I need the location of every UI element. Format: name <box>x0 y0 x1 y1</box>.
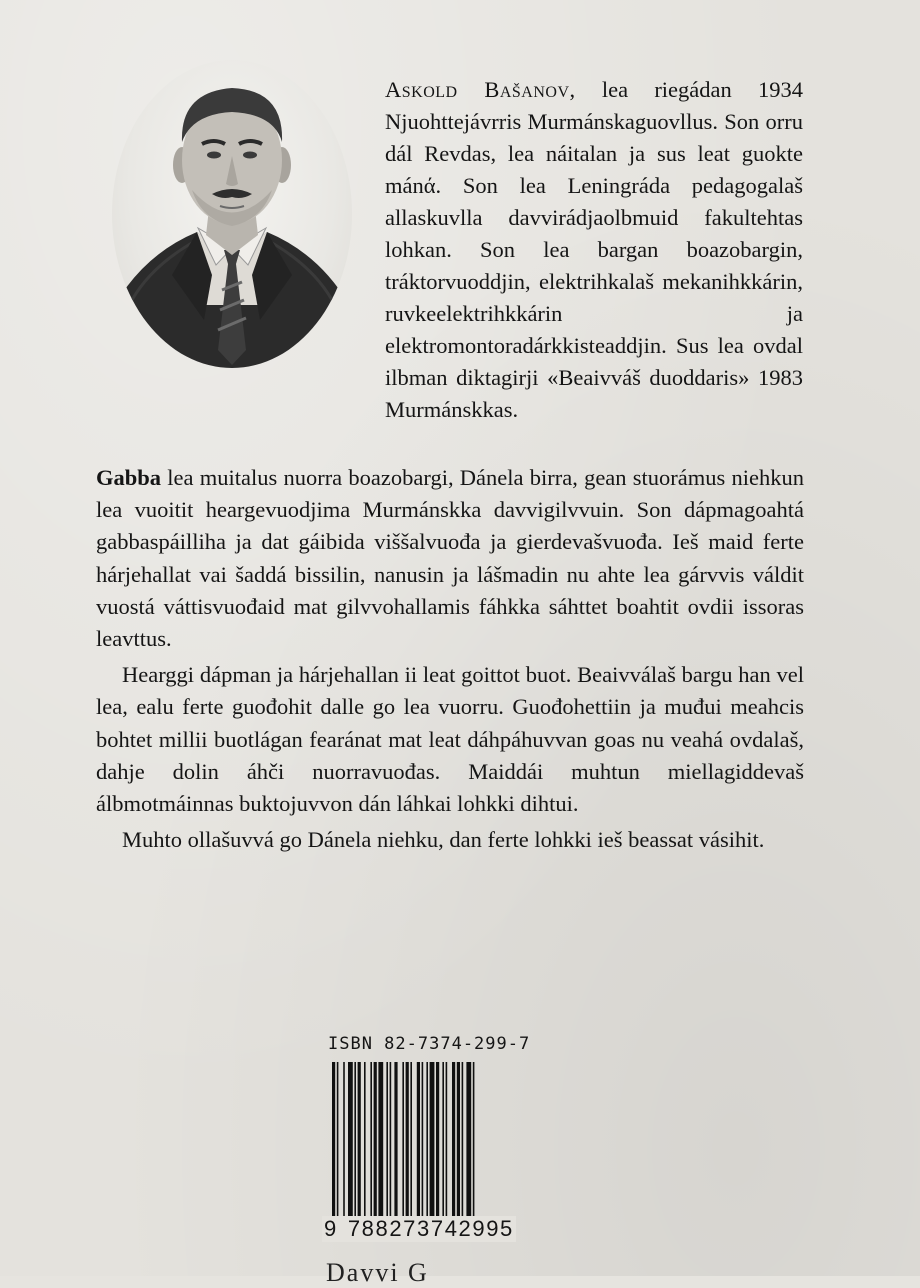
barcode-digits <box>322 1216 516 1242</box>
barcode-bar <box>378 1062 383 1222</box>
author-bio <box>385 74 803 426</box>
isbn-number: ISBN 82-7374-299-7 <box>328 1034 531 1054</box>
barcode-bar <box>370 1062 372 1222</box>
barcode-bar <box>406 1062 409 1240</box>
barcode-bar <box>402 1062 404 1222</box>
barcode-bar <box>386 1062 388 1222</box>
description-paragraph-3: Muhto ollašuvvá go Dánela niehku, dan ferte lohkki ieš beassat vásihit. <box>122 827 765 853</box>
barcode-bar <box>358 1062 361 1222</box>
barcode-bar <box>374 1062 377 1222</box>
barcode-bar <box>426 1062 428 1222</box>
barcode-bar <box>442 1062 444 1222</box>
barcode-bar <box>457 1062 460 1222</box>
barcode-bar <box>417 1062 420 1222</box>
barcode-bar <box>348 1062 353 1222</box>
description-paragraph-1-text: lea muitalus nuorra boazobargi, Dánela birra, gean stuorámus niehkun lea vuoitit heargevuodjima Murmánskka davvigilvvuin. Son dápmagoahtá gabbaspáilliha ja dat gáibida viššalvuođa ja gierdevašvuođa. Ieš maid ferte hárjehallat vai šaddá bissilin, nanusin ja lášmadin nu ahte lea gárvvis váldit vuostá váttisvuođaid mat gilvvohallamis fáhkka sáhttet boahtit ovdii issoras leavttus. <box>96 465 804 652</box>
publisher-name-partial: Davvi G <box>326 1258 429 1287</box>
description-paragraph-2: Hearggi dápman ja hárjehallan ii leat goittot buot. Beaivválaš bargu han vel lea, ealu ferte guođohit dalle go lea vuorru. Guođohettiin ja muđui meahcis bohtet millii buotlágan fearánat mat leat dáhpáhuvvan goas nu veahá ovdalaš, dahje dolin áhči nuorravuođas. Maiddái muhtun miellagiddevaš álbmotmáinnas buktojuvvon dán láhkai lohkki dihtui. <box>96 662 804 817</box>
barcode <box>328 1062 524 1242</box>
barcode-bar <box>473 1062 475 1240</box>
book-description <box>96 462 804 856</box>
barcode-bar <box>394 1062 397 1222</box>
barcode-bar <box>364 1062 366 1222</box>
book-title: Gabba <box>96 465 162 490</box>
barcode-digit-groups: 788273742995 <box>347 1216 514 1241</box>
description-paragraph-1 <box>96 462 804 655</box>
barcode-bar <box>390 1062 392 1222</box>
barcode-bar <box>452 1062 455 1222</box>
barcode-bar <box>446 1062 448 1222</box>
barcode-bar <box>462 1062 464 1222</box>
barcode-bar <box>337 1062 339 1240</box>
barcode-bar <box>332 1062 335 1240</box>
barcode-bar <box>354 1062 356 1222</box>
barcode-bar <box>410 1062 412 1240</box>
author-bio-text: lea riegádan 1934 Njuohttejávrris Murmánskaguovllus. Son orru dál Revdas, lea náitalan ja sus leat guokte mánά. Son lea Leningráda pedagogalaš allaskuvlla davvirádjaolbmuid fakultehtas lohkan. Son lea bargan boazobargin, tráktorvuoddjin, elektrihkalaš mekanihkkárin, ruvkeelektrihkkárin ja elektromontoradárkkisteaddjin. Sus lea ovdal ilbman diktagirji «Beaivváš duoddaris» 1983 Murmánskkas. <box>385 77 803 422</box>
barcode-bar <box>430 1062 435 1222</box>
author-name: Askold Bašanov, <box>385 77 576 102</box>
barcode-bar <box>343 1062 345 1222</box>
barcode-bar <box>466 1062 471 1222</box>
barcode-bar <box>436 1062 439 1222</box>
author-portrait-photo <box>112 60 352 368</box>
barcode-bar <box>422 1062 424 1222</box>
barcode-first-digit: 9 <box>324 1216 338 1241</box>
